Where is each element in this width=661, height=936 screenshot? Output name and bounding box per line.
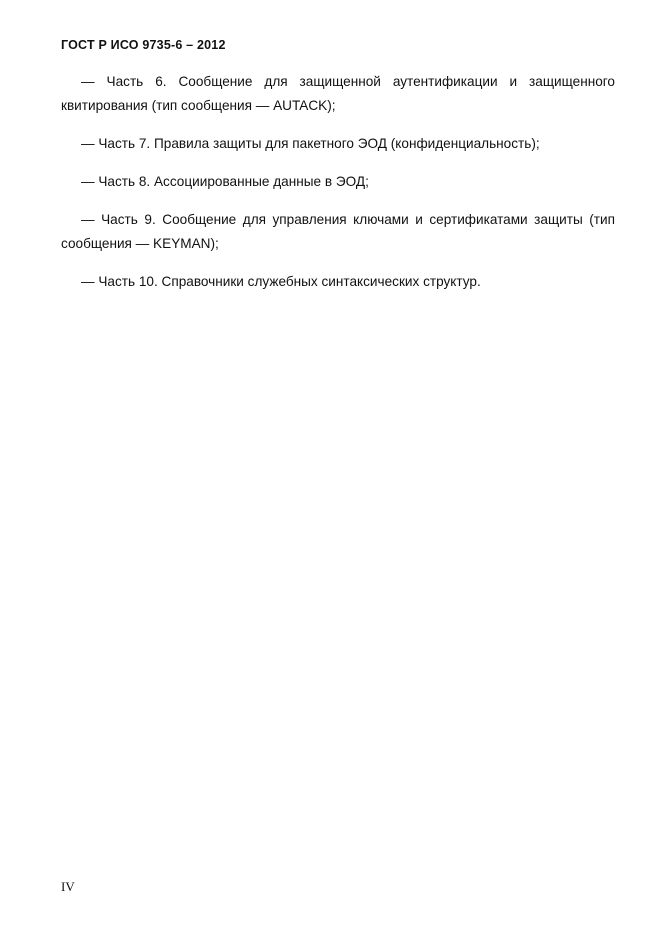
document-header: ГОСТ Р ИСО 9735-6 – 2012 xyxy=(61,38,226,52)
list-item-part-9: — Часть 9. Сообщение для управления ключами и сертификатами защиты (тип сообщения — KEYMAN); xyxy=(61,212,615,251)
list-item-part-7: — Часть 7. Правила защиты для пакетного ЭОД (конфиденциальность); xyxy=(81,136,540,151)
page-number: IV xyxy=(61,879,75,894)
list-item-part-10: — Часть 10. Справочники служебных синтаксических структур. xyxy=(81,274,481,289)
document-body xyxy=(61,70,615,308)
list-item-part-6: — Часть 6. Сообщение для защищенной аутентификации и защищенного квитирования (тип сообщения — AUTACK); xyxy=(61,74,615,113)
list-item-part-8: — Часть 8. Ассоциированные данные в ЭОД; xyxy=(81,174,369,189)
